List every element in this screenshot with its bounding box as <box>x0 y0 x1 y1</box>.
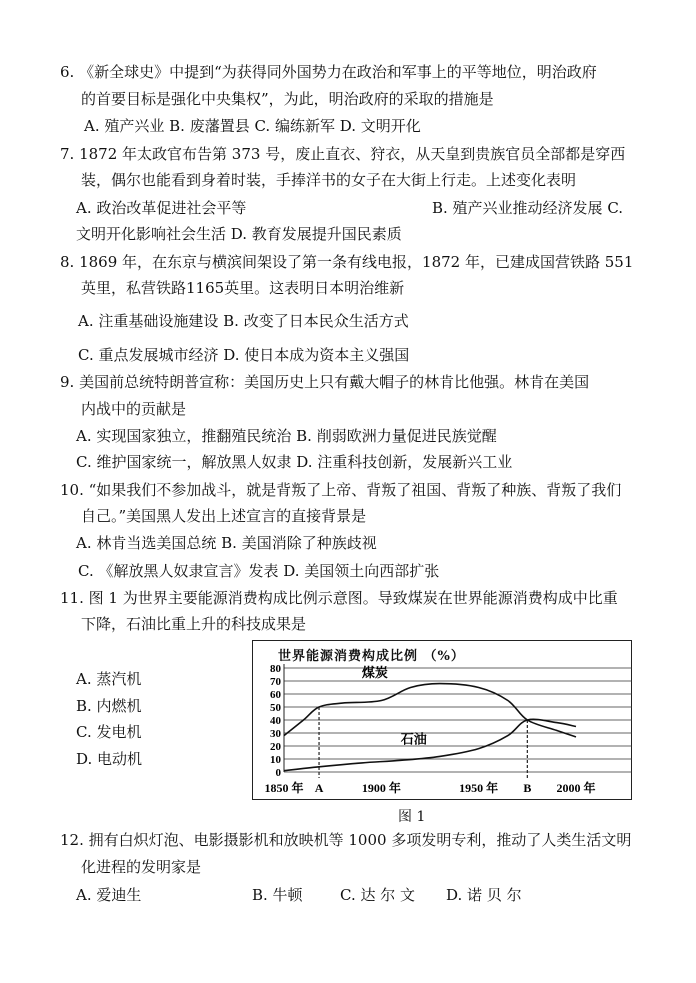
q12-stem-line1: 12. 拥有白炽灯泡、电影摄影机和放映机等 1000 多项发明专利，推动了人类生活文明 <box>60 831 632 849</box>
q11-option-b: B. 内燃机 <box>76 697 142 715</box>
q6-stem-line1: 6. 《新全球史》中提到“为获得同外国势力在政治和军事上的平等地位，明治政府 <box>60 63 597 81</box>
q12-option-b: B. 牛顿 <box>252 886 303 904</box>
series-line-coal <box>284 684 576 737</box>
q10-stem-line2: 自己。”美国黑人发出上述宣言的直接背景是 <box>81 507 367 525</box>
q7-option-b: B. 殖产兴业推动经济发展 C. <box>432 199 624 217</box>
y-tick-label: 80 <box>270 663 281 675</box>
q12-option-c: C. 达 尔 文 <box>340 886 416 904</box>
q8-stem-line1: 8. 1869 年，在东京与横滨间架设了第一条有线电报，1872 年，已建成国营铁路 551 <box>60 253 634 271</box>
q9-options-ab: A. 实现国家独立，推翻殖民统治 B. 削弱欧洲力量促进民族觉醒 <box>76 427 497 445</box>
y-tick-label: 50 <box>270 702 281 714</box>
y-tick-label: 20 <box>270 741 281 753</box>
q8-stem-line2: 英里，私营铁路1165英里。这表明日本明治维新 <box>81 279 405 297</box>
x-tick-label: B <box>523 781 532 795</box>
q10-options-cd: C. 《解放黑人奴隶宣言》发表 D. 美国领土向西部扩张 <box>78 562 440 580</box>
figure-caption: 图 1 <box>398 809 426 825</box>
q8-options-cd: C. 重点发展城市经济 D. 使日本成为资本主义强国 <box>78 346 410 364</box>
q9-options-cd: C. 维护国家统一，解放黑人奴隶 D. 注重科技创新，发展新兴工业 <box>76 453 513 471</box>
q12-stem-line2: 化进程的发明家是 <box>81 858 202 876</box>
x-tick-label: 1950 年 <box>459 781 499 795</box>
series-label: 煤炭 <box>361 666 388 682</box>
chart-title: 世界能源消费构成比例 （%） <box>278 649 465 664</box>
q11-stem-line2: 下降，石油比重上升的科技成果是 <box>81 615 307 633</box>
q9-stem-line2: 内战中的贡献是 <box>81 400 187 418</box>
q7-option-a: A. 政治改革促进社会平等 <box>76 199 247 217</box>
q12-option-a: A. 爱迪生 <box>76 886 142 904</box>
series-line-oil <box>284 719 576 770</box>
q9-stem-line1: 9. 美国前总统特朗普宣称：美国历史上只有戴大帽子的林肯比他强。林肯在美国 <box>60 373 590 391</box>
energy-consumption-chart <box>252 640 632 800</box>
q11-option-a: A. 蒸汽机 <box>76 670 142 688</box>
y-tick-label: 30 <box>270 728 281 740</box>
q11-option-c: C. 发电机 <box>76 723 142 741</box>
q8-options-ab: A. 注重基础设施建设 B. 改变了日本民众生活方式 <box>78 312 409 330</box>
x-tick-label: 2000 年 <box>556 781 596 795</box>
y-tick-label: 0 <box>275 767 281 779</box>
q7-option-cd: 文明开化影响社会生活 D. 教育发展提升国民素质 <box>76 225 402 243</box>
y-tick-label: 70 <box>270 676 281 688</box>
x-tick-label: 1900 年 <box>361 781 401 795</box>
series-label: 石油 <box>400 732 427 748</box>
q6-options: A. 殖产兴业 B. 废藩置县 C. 编练新军 D. 文明开化 <box>84 117 421 135</box>
q6-stem-line2: 的首要目标是强化中央集权”，为此，明治政府的采取的措施是 <box>81 90 494 108</box>
q7-stem-line2: 装，偶尔也能看到身着时装，手捧洋书的女子在大街上行走。上述变化表明 <box>81 171 577 189</box>
x-tick-label: 1850 年 <box>264 781 304 795</box>
q12-option-d: D. 诺 贝 尔 <box>446 886 522 904</box>
q10-options-ab: A. 林肯当选美国总统 B. 美国消除了种族歧视 <box>76 534 377 552</box>
x-tick-label: A <box>314 781 324 795</box>
q11-stem-line1: 11. 图 1 为世界主要能源消费构成比例示意图。导致煤炭在世界能源消费构成中比重 <box>60 589 618 607</box>
q7-stem-line1: 7. 1872 年太政官布告第 373 号，废止直衣、狩衣，从天皇到贵族官员全部都是穿西 <box>60 145 626 163</box>
y-tick-label: 40 <box>270 715 281 727</box>
y-tick-label: 10 <box>270 754 281 766</box>
y-tick-label: 60 <box>270 689 281 701</box>
q10-stem-line1: 10. “如果我们不参加战斗，就是背叛了上帝、背叛了祖国、背叛了种族、背叛了我们 <box>60 481 622 499</box>
q11-option-d: D. 电动机 <box>76 750 143 768</box>
